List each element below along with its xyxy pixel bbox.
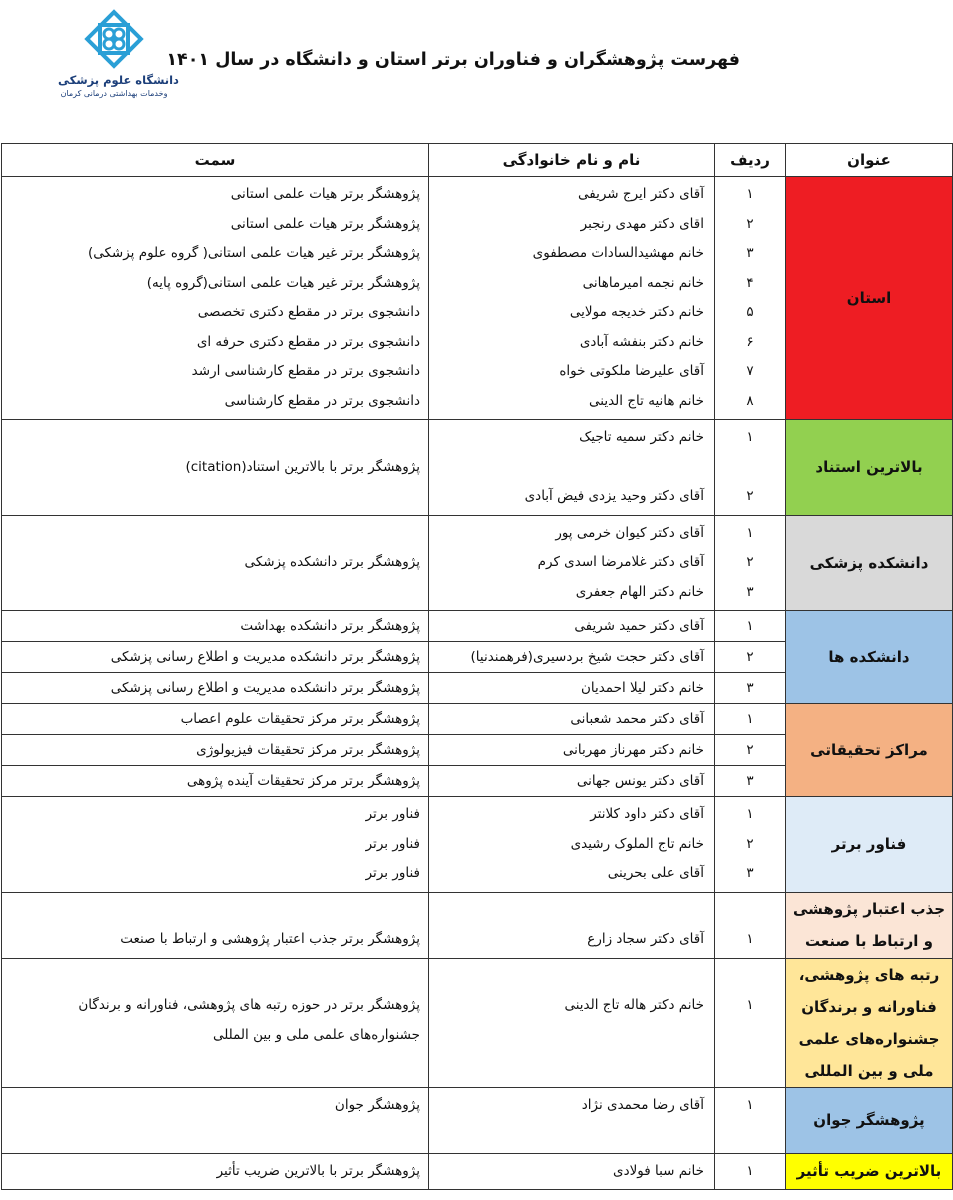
names-line: خانم دکتر خدیجه مولایی xyxy=(569,304,704,320)
names-line: آقای دکتر حجت شیخ بردسیری(فرهمندنیا) xyxy=(470,649,704,665)
group-title-line: و ارتباط با صنعت xyxy=(805,932,933,950)
nums-line: ۳ xyxy=(746,680,754,696)
positions-line: پژوهشگر برتر با بالاترین ضریب تأثیر xyxy=(216,1162,420,1179)
names-line: آقای دکتر سجاد زارع xyxy=(587,931,704,947)
group-title-line: مراکز تحقیقاتی xyxy=(810,741,928,759)
names-line: خانم هانیه تاج الدینی xyxy=(589,392,704,409)
positions-line: پژوهشگر برتر جذب اعتبار پژوهشی و ارتباط با صنعت xyxy=(120,931,420,947)
page-title: فهرست پژوهشگران و فناوران برتر استان و دانشگاه در سال ۱۴۰۱ xyxy=(166,50,740,70)
positions-line: پژوهشگر برتر هیات علمی استانی xyxy=(230,215,420,232)
group-title-line: استان xyxy=(846,289,892,307)
nums-line: ۴ xyxy=(746,274,754,291)
positions-cell xyxy=(2,892,429,958)
nums-cell xyxy=(715,515,786,611)
group-title-line: جشنواره‌های علمی xyxy=(798,1029,940,1048)
nums-line: ۲ xyxy=(746,215,754,232)
positions-line: پژوهشگر جوان xyxy=(334,1096,420,1113)
group-title xyxy=(786,177,953,420)
table-row xyxy=(2,611,953,642)
header-group: عنوان xyxy=(786,144,953,177)
positions-line: پژوهشگر برتر مرکز تحقیقات فیزیولوژی xyxy=(196,742,420,758)
positions-line: پژوهشگر برتر دانشکده مدیریت و اطلاع رسانی پزشکی xyxy=(110,680,420,696)
positions-line xyxy=(2,1120,428,1150)
nums-cell xyxy=(715,704,786,735)
names-line: آقای دکتر محمد شعبانی xyxy=(570,711,704,727)
nums-line: ۱ xyxy=(746,618,754,634)
nums-cell xyxy=(715,1153,786,1190)
positions-cell xyxy=(2,177,429,420)
nums-line: ۲ xyxy=(746,554,754,570)
names-cell xyxy=(429,1087,715,1153)
names-cell xyxy=(429,611,715,642)
group-title-line: بالاترین استناد xyxy=(815,458,923,477)
group-title-line: رتبه های پژوهشی، xyxy=(798,965,940,984)
group-title xyxy=(786,515,953,611)
positions-line xyxy=(2,962,428,992)
nums-cell xyxy=(715,673,786,704)
positions-line: دانشجوی برتر در مقطع کارشناسی xyxy=(224,392,420,409)
names-line: اقای دکتر مهدی رنجبر xyxy=(580,215,704,232)
names-cell xyxy=(429,515,715,611)
group-title-line: پژوهشگر جوان xyxy=(813,1111,925,1129)
table-header-row xyxy=(2,144,953,177)
names-cell xyxy=(429,673,715,704)
names-line: آقای دکتر یونس جهانی xyxy=(576,773,704,789)
table-row xyxy=(2,958,953,1087)
names-line: خانم دکتر لیلا احمدیان xyxy=(580,680,704,696)
group-title xyxy=(786,958,953,1087)
positions-line: جشنواره‌های علمی ملی و بین المللی xyxy=(212,1026,420,1043)
names-line: خانم نجمه امیرماهانی xyxy=(582,274,704,291)
names-line: آقای دکتر داود کلانتر xyxy=(590,806,704,822)
nums-line: ۱ xyxy=(746,997,754,1013)
names-cell xyxy=(429,177,715,420)
names-line: آقای علی بحرینی xyxy=(607,865,704,881)
positions-line xyxy=(2,519,428,549)
positions-line: دانشجوی برتر در مقطع کارشناسی ارشد xyxy=(191,363,420,379)
names-line xyxy=(429,962,714,992)
names-line: خانم دکتر مهرناز مهربانی xyxy=(562,742,704,758)
positions-cell xyxy=(2,1153,429,1190)
group-title xyxy=(786,420,953,516)
names-line: خانم تاج الملوک رشیدی xyxy=(570,835,704,852)
nums-cell xyxy=(715,766,786,797)
nums-cell xyxy=(715,177,786,420)
group-title xyxy=(786,1153,953,1190)
group-title-line: دانشکده ها xyxy=(828,648,910,666)
nums-line: ۵ xyxy=(746,304,754,320)
positions-line: پژوهشگر برتر دانشکده مدیریت و اطلاع رسانی پزشکی xyxy=(110,649,420,665)
nums-line xyxy=(715,453,785,483)
positions-line xyxy=(2,482,428,512)
nums-line: ۶ xyxy=(746,333,754,350)
positions-line: پژوهشگر برتر با بالاترین استناد(citation) xyxy=(185,458,420,475)
names-line xyxy=(429,1021,714,1051)
nums-cell xyxy=(715,1087,786,1153)
table-row xyxy=(2,177,953,420)
names-line: خانم مهشیدالسادات مصطفوی xyxy=(532,245,704,261)
names-cell xyxy=(429,642,715,673)
nums-cell xyxy=(715,892,786,958)
group-title xyxy=(786,704,953,797)
positions-cell xyxy=(2,1087,429,1153)
header-position: سمت xyxy=(2,144,429,177)
positions-line: پژوهشگر برتر دانشکده بهداشت xyxy=(240,618,420,634)
nums-line: ۳ xyxy=(746,865,754,881)
names-line: خانم دکتر الهام جعفری xyxy=(575,583,704,600)
logo-line-2: وخدمات بهداشتی درمانی کرمان xyxy=(60,89,168,98)
positions-cell xyxy=(2,766,429,797)
names-cell xyxy=(429,766,715,797)
names-line: آقای دکتر غلامرضا اسدی کرم xyxy=(537,554,704,570)
group-title-line: بالاترین ضریب تأثیر xyxy=(796,1162,942,1181)
group-title-line: جذب اعتبار پژوهشی xyxy=(792,900,946,918)
nums-line xyxy=(715,962,785,992)
nums-line: ۱ xyxy=(746,429,754,445)
positions-line: پژوهشگر برتر دانشکده پزشکی xyxy=(244,554,420,570)
names-line: آقای دکتر حمید شریفی xyxy=(574,618,704,634)
nums-line xyxy=(715,1120,785,1150)
names-line: آقای علیرضا ملکوتی خواه xyxy=(559,363,704,379)
positions-line: پژوهشگر برتر هیات علمی استانی xyxy=(230,186,420,202)
table-row xyxy=(2,1087,953,1153)
positions-cell xyxy=(2,673,429,704)
nums-cell xyxy=(715,735,786,766)
group-title xyxy=(786,797,953,893)
names-cell xyxy=(429,735,715,766)
positions-cell xyxy=(2,958,429,1087)
positions-cell xyxy=(2,704,429,735)
positions-line: پژوهشگر برتر غیر هیات علمی استانی(گروه پایه) xyxy=(146,274,420,291)
nums-line: ۲ xyxy=(746,742,754,758)
university-logo xyxy=(58,6,179,116)
nums-cell xyxy=(715,642,786,673)
table-row xyxy=(2,704,953,735)
group-title-line: ملی و بین المللی xyxy=(804,1061,934,1080)
names-cell xyxy=(429,797,715,893)
positions-cell xyxy=(2,642,429,673)
positions-cell xyxy=(2,797,429,893)
nums-line: ۱ xyxy=(746,931,754,947)
table-row xyxy=(2,797,953,893)
names-line xyxy=(429,453,714,483)
positions-line xyxy=(2,896,428,926)
positions-line: فناور برتر xyxy=(365,865,420,881)
nums-line: ۲ xyxy=(746,835,754,852)
names-line: آقای دکتر ایرج شریفی xyxy=(578,186,704,202)
names-line xyxy=(429,896,714,926)
nums-line xyxy=(715,896,785,926)
positions-line: دانشجوی برتر در مقطع دکتری حرفه ای xyxy=(196,333,420,350)
positions-cell xyxy=(2,515,429,611)
table-row xyxy=(2,892,953,958)
names-cell xyxy=(429,704,715,735)
positions-cell xyxy=(2,611,429,642)
positions-cell xyxy=(2,735,429,766)
names-line xyxy=(429,1050,714,1080)
group-title xyxy=(786,892,953,958)
positions-line: پژوهشگر برتر مرکز تحقیقات علوم اعصاب xyxy=(180,711,420,727)
names-line: خانم دکتر هاله تاج الدینی xyxy=(564,997,704,1013)
group-title xyxy=(786,1087,953,1153)
nums-line: ۱ xyxy=(746,806,754,822)
nums-cell xyxy=(715,797,786,893)
names-line: خانم سبا فولادی xyxy=(613,1162,704,1179)
table-row xyxy=(2,1153,953,1190)
positions-cell xyxy=(2,420,429,516)
nums-line xyxy=(715,1021,785,1051)
names-cell xyxy=(429,958,715,1087)
nums-line: ۷ xyxy=(746,363,754,379)
nums-line: ۳ xyxy=(746,245,754,261)
nums-line: ۳ xyxy=(746,583,754,600)
names-line: خانم دکتر بنفشه آبادی xyxy=(579,333,704,350)
names-cell xyxy=(429,420,715,516)
header-name: نام و نام خانوادگی xyxy=(429,144,715,177)
nums-line xyxy=(715,1050,785,1080)
names-cell xyxy=(429,892,715,958)
positions-line: پژوهشگر برتر غیر هیات علمی استانی( گروه علوم پزشکی) xyxy=(87,245,420,261)
table-body xyxy=(2,177,953,1190)
names-cell xyxy=(429,1153,715,1190)
nums-cell xyxy=(715,420,786,516)
group-title-line: دانشکده پزشکی xyxy=(809,553,929,572)
university-emblem-icon xyxy=(81,6,147,72)
names-line: آقای دکتر کیوان خرمی پور xyxy=(555,524,704,541)
nums-line: ۸ xyxy=(746,392,754,409)
table-row xyxy=(2,515,953,611)
nums-cell xyxy=(715,611,786,642)
nums-line: ۱ xyxy=(746,186,754,202)
nums-line: ۱ xyxy=(746,1162,754,1179)
positions-line: پژوهشگر برتر در حوزه رتبه های پژوهشی، فناورانه و برندگان xyxy=(78,997,420,1013)
positions-line: پژوهشگر برتر مرکز تحقیقات آینده پژوهی xyxy=(186,773,420,789)
names-line: آقای رضا محمدی نژاد xyxy=(581,1096,704,1113)
nums-line: ۱ xyxy=(746,1096,754,1113)
logo-line-1: دانشگاه علوم پزشکی xyxy=(58,73,179,87)
positions-line xyxy=(2,1050,428,1080)
positions-line: دانشجوی برتر در مقطع دکتری تخصصی xyxy=(197,304,420,320)
names-line xyxy=(429,1120,714,1150)
nums-line: ۲ xyxy=(746,488,754,504)
nums-line: ۳ xyxy=(746,773,754,789)
nums-cell xyxy=(715,958,786,1087)
names-line: خانم دکتر سمیه تاجیک xyxy=(579,429,704,445)
group-title-line: فناور برتر xyxy=(831,835,907,854)
group-title xyxy=(786,611,953,704)
positions-line xyxy=(2,578,428,608)
table-row xyxy=(2,420,953,516)
nums-line: ۱ xyxy=(746,524,754,541)
header-num: ردیف xyxy=(715,144,786,177)
positions-line xyxy=(2,423,428,453)
nums-line: ۲ xyxy=(746,649,754,665)
names-line: آقای دکتر وحید یزدی فیض آبادی xyxy=(524,488,704,504)
positions-line: فناور برتر xyxy=(365,806,420,822)
awards-table xyxy=(1,143,953,1190)
group-title-line: فناورانه و برندگان xyxy=(801,997,937,1016)
nums-line: ۱ xyxy=(746,711,754,727)
positions-line: فناور برتر xyxy=(365,835,420,852)
